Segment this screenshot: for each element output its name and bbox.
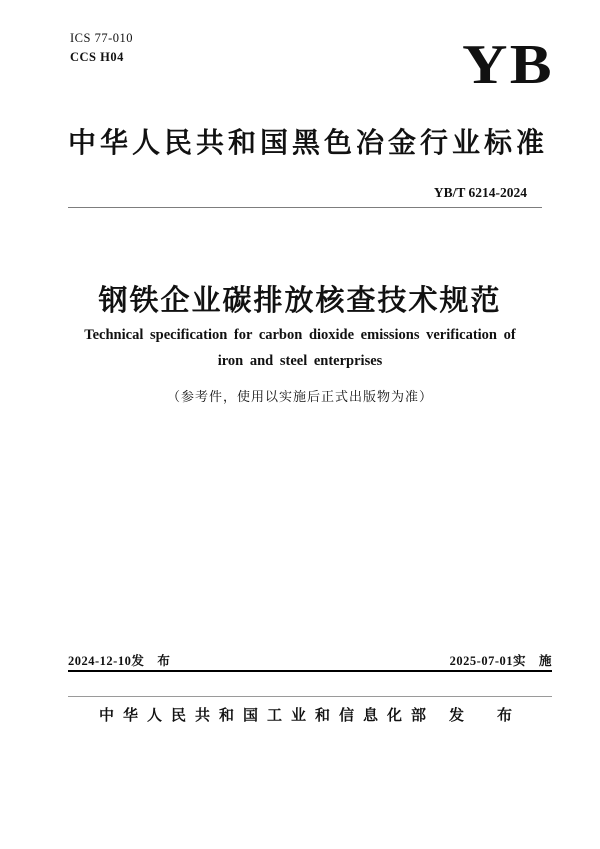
title-english bbox=[40, 322, 560, 374]
issue-date: 2024-12-10发 布 bbox=[68, 654, 171, 668]
title-chinese: 钢铁企业碳排放核查技术规范 bbox=[98, 285, 502, 317]
footer-divider bbox=[68, 696, 552, 697]
title-english-line2: iron and steel enterprises bbox=[217, 353, 383, 369]
standard-number: YB/T 6214-2024 bbox=[433, 185, 527, 200]
publisher-name: 中华人民共和国工业和信息化部 bbox=[98, 707, 435, 724]
standard-type-heading: 中华人民共和国黑色冶金行业标准 bbox=[67, 127, 548, 158]
yb-logo: YB bbox=[462, 34, 554, 96]
title-english-line1: Technical specification for carbon dioxide emissions verification of bbox=[84, 327, 516, 343]
ccs-code: CCS H04 bbox=[70, 50, 124, 64]
publish-label: 发 布 bbox=[449, 707, 522, 724]
header-divider bbox=[68, 207, 542, 208]
implement-date: 2025-07-01实 施 bbox=[449, 654, 552, 668]
publisher-row bbox=[68, 704, 552, 725]
dates-row bbox=[68, 651, 552, 672]
ics-code: ICS 77-010 bbox=[70, 31, 133, 45]
reference-note: （参考件，使用以实施后正式出版物为准） bbox=[166, 389, 433, 404]
